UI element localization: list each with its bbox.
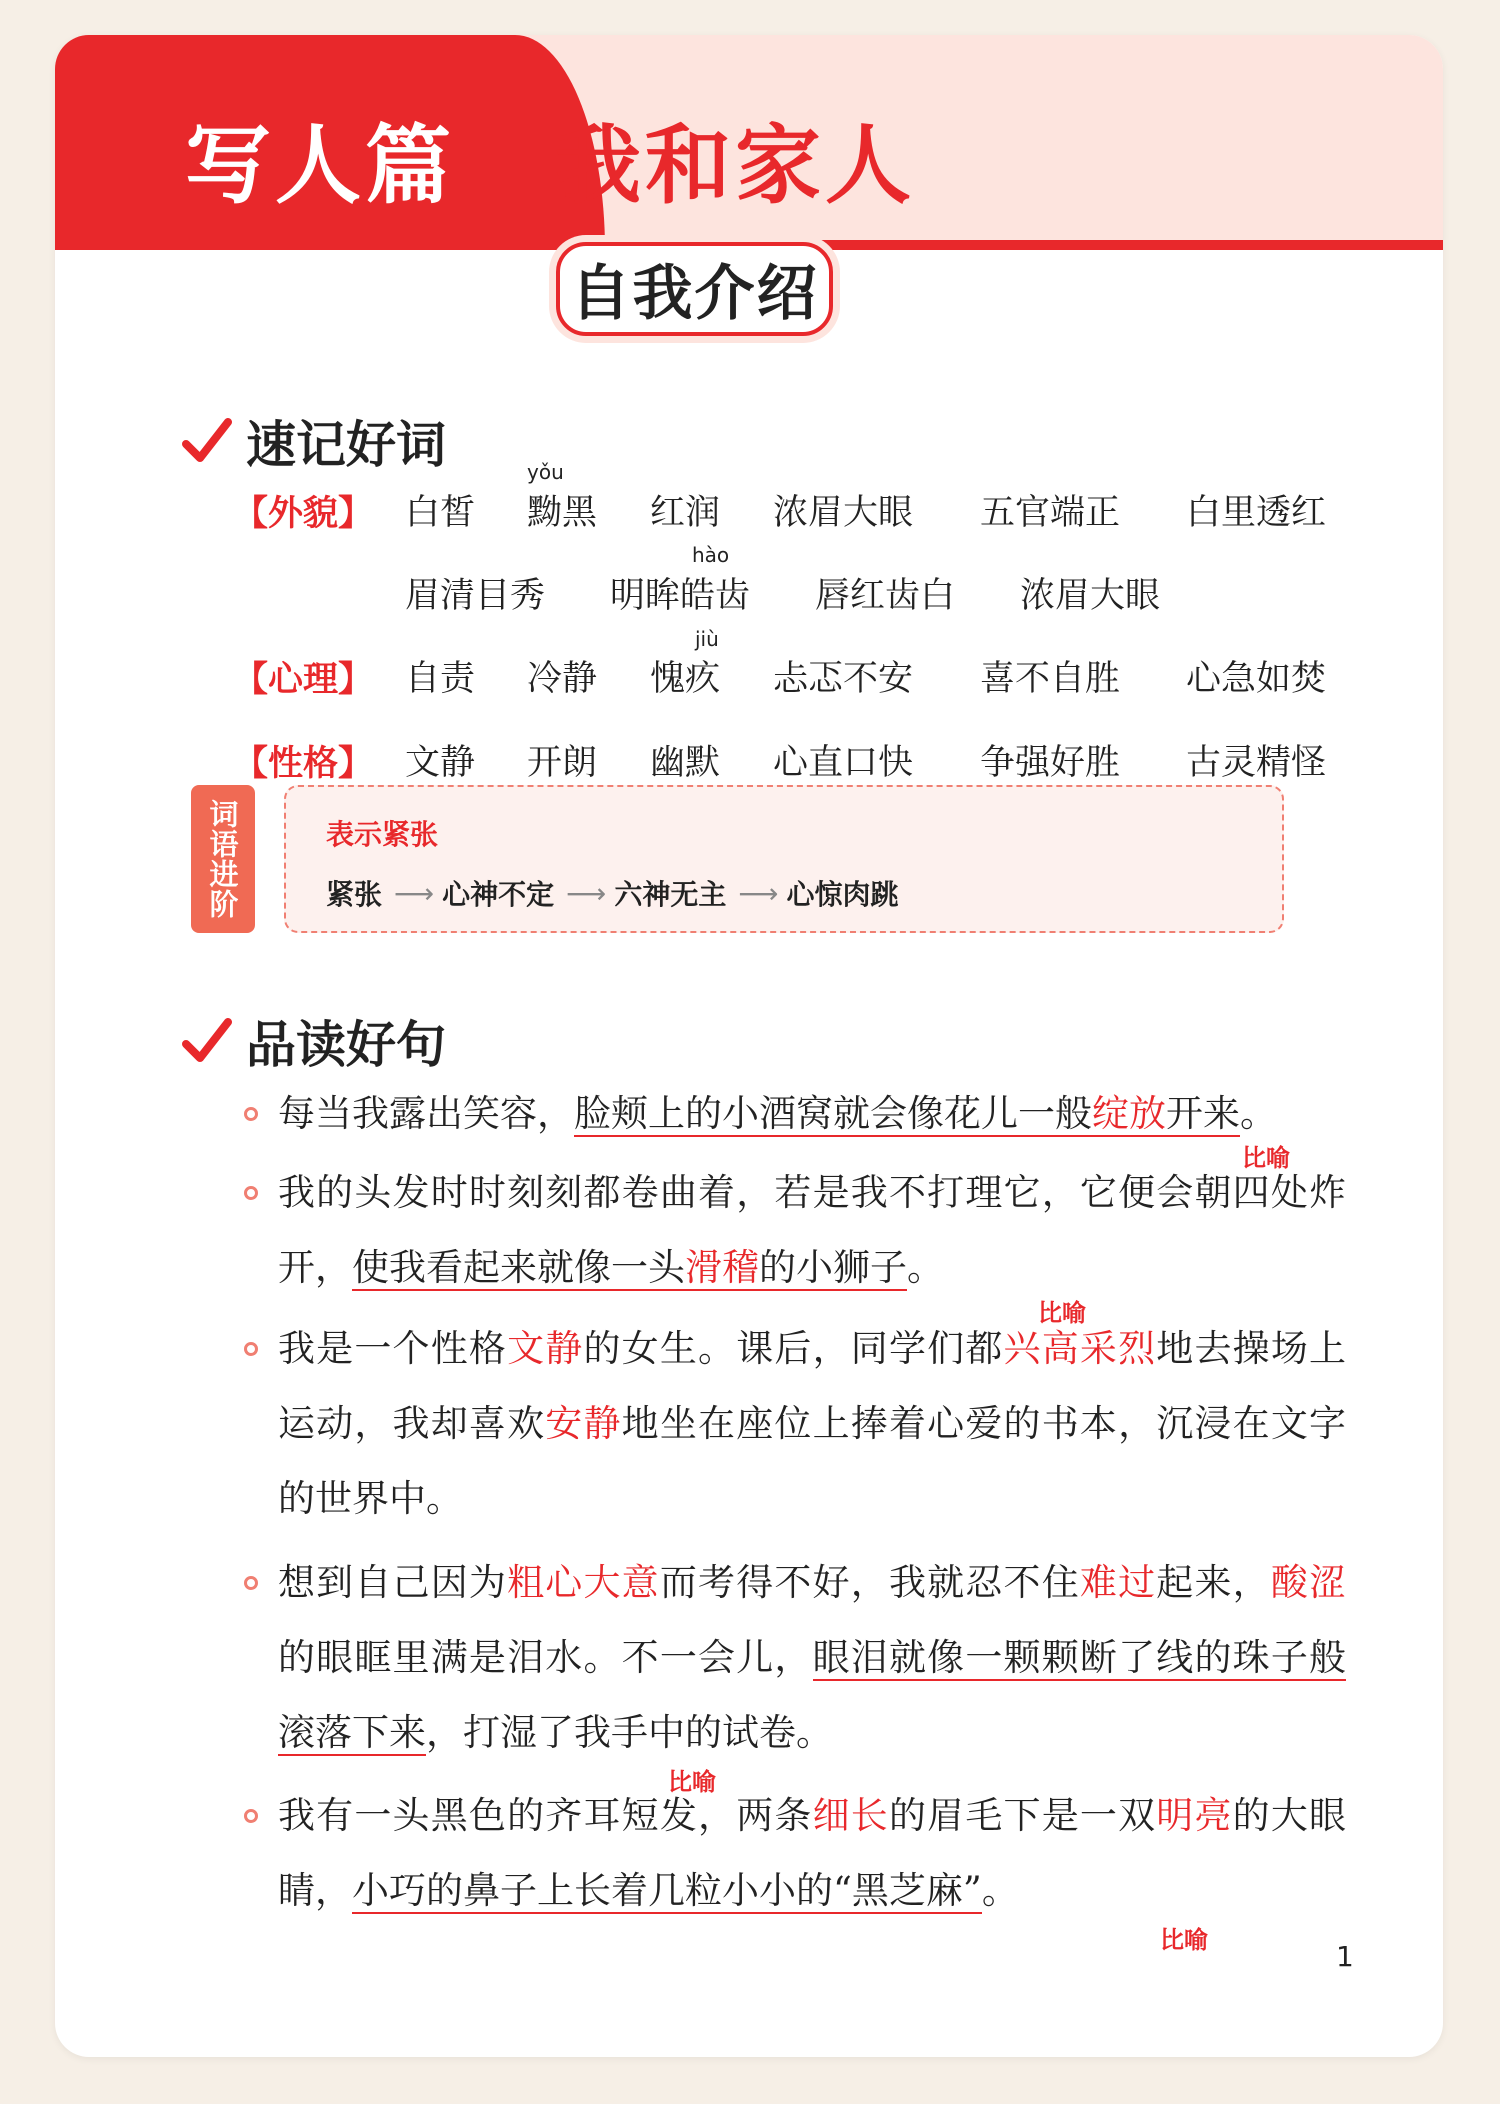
simile-underline: 眼泪就像一颗颗断了线的珠子般滚落下来: [278, 1636, 1347, 1754]
sentence-5: 我有一头黑色的齐耳短发，两条细长的眉毛下是一双明亮的大眼睛，小巧的鼻子上长着几粒小小的“黑芝麻”。: [278, 1794, 1347, 1912]
check-icon: [182, 1016, 232, 1066]
pinyin-annotation: jiù: [695, 627, 719, 651]
word-item: 心直口快: [773, 743, 914, 783]
word-item: 唇红齿白: [815, 576, 956, 616]
pinyin-annotation: yǒu: [527, 460, 564, 484]
bullet-icon: [244, 1809, 258, 1823]
words-heading-text: 速记好词: [246, 416, 446, 474]
bullet-icon: [244, 1342, 258, 1356]
bullet-icon: [244, 1576, 258, 1590]
advance-box: [284, 785, 1284, 933]
highlight-word: 绽放: [1092, 1092, 1166, 1135]
arrow-right-icon: ⟶: [738, 876, 775, 910]
word-item: 浓眉大眼: [1020, 576, 1161, 616]
words-section-heading: [182, 405, 446, 477]
word-item: 白里透红: [1186, 493, 1327, 533]
advance-chain: [326, 873, 898, 913]
page-title-box: [556, 242, 833, 336]
word-item: 黝黑: [527, 493, 598, 533]
simile-underline: 使我看起来就像一头滑稽的小狮子: [352, 1246, 907, 1289]
word-item: 争强好胜: [980, 743, 1121, 783]
sentences-section-heading: [182, 1005, 446, 1077]
word-item: 愧疚: [650, 659, 721, 699]
word-item: 心急如焚: [1186, 659, 1327, 699]
category-label-personality: 【性格】: [233, 744, 374, 784]
highlight-word: 文静: [507, 1327, 584, 1370]
bullet-icon: [244, 1107, 258, 1121]
page-number: 1: [1336, 1940, 1354, 1973]
sentence-3: 我是一个性格文静的女生。课后，同学们都兴高采烈地去操场上运动，我却喜欢安静地坐在座位上捧着心爱的书本，沉浸在文字的世界中。: [278, 1327, 1347, 1520]
check-icon: [182, 416, 232, 466]
advance-title: 表示紧张: [326, 818, 439, 851]
header-category: 写人篇: [185, 116, 455, 216]
chain-word: 心神不定: [442, 878, 555, 911]
word-item: 开朗: [527, 743, 598, 783]
word-item: 文静: [405, 743, 476, 783]
sentence-4: 想到自己因为粗心大意而考得不好，我就忍不住难过起来，酸涩的眼眶里满是泪水。不一会儿，眼泪就像一颗颗断了线的珠子般滚落下来，打湿了我手中的试卷。: [278, 1561, 1347, 1754]
sentences-heading-text: 品读好句: [246, 1016, 446, 1074]
highlight-word: 滑稽: [685, 1246, 759, 1289]
word-item: 忐忑不安: [773, 659, 914, 699]
highlight-word: 粗心大意: [507, 1561, 660, 1604]
advance-tag: [191, 785, 255, 933]
chain-word: 六神无主: [614, 878, 727, 911]
simile-underline: 小巧的鼻子上长着几粒小小的“黑芝麻”: [352, 1869, 982, 1912]
highlight-word: 酸涩: [1270, 1561, 1347, 1604]
bullet-icon: [244, 1186, 258, 1200]
simile-note: 比喻: [1242, 1144, 1290, 1172]
word-item: 五官端正: [980, 493, 1121, 533]
advance-tag-text: 词语进阶: [205, 799, 240, 919]
word-item: 红润: [650, 493, 721, 533]
highlight-word: 明亮: [1156, 1794, 1233, 1837]
highlight-word: 安静: [545, 1402, 622, 1445]
chain-word: 紧张: [326, 878, 383, 911]
simile-note: 比喻: [1160, 1926, 1208, 1954]
word-item: 眉清目秀: [405, 576, 546, 616]
word-item: 浓眉大眼: [773, 493, 914, 533]
highlight-word: 兴高采烈: [1003, 1327, 1157, 1370]
header-theme: 我和家人: [555, 116, 915, 216]
pinyin-annotation: hào: [692, 543, 730, 567]
header-banner: [55, 35, 1443, 250]
word-item: 古灵精怪: [1186, 743, 1327, 783]
word-item: 喜不自胜: [980, 659, 1121, 699]
simile-underline: 脸颊上的小酒窝就会像花儿一般绽放开来: [574, 1092, 1240, 1135]
word-item: 自责: [405, 659, 476, 699]
chain-word: 心惊肉跳: [786, 878, 899, 911]
word-item: 幽默: [650, 743, 721, 783]
simile-note: 比喻: [1038, 1299, 1086, 1327]
category-label-psychology: 【心理】: [233, 660, 374, 700]
page-title: 自我介绍: [570, 259, 819, 329]
word-item: 白皙: [405, 493, 476, 533]
sentence-1: 每当我露出笑容，脸颊上的小酒窝就会像花儿一般绽放开来。: [278, 1092, 1277, 1135]
word-item: 冷静: [527, 659, 598, 699]
highlight-word: 难过: [1079, 1561, 1157, 1604]
simile-note: 比喻: [668, 1768, 716, 1796]
category-label-appearance: 【外貌】: [233, 494, 374, 534]
arrow-right-icon: ⟶: [566, 876, 603, 910]
word-item: 明眸皓齿: [610, 576, 751, 616]
sentence-2: 我的头发时时刻刻都卷曲着，若是我不打理它，它便会朝四处炸开，使我看起来就像一头滑稽的小狮子。: [278, 1171, 1346, 1289]
arrow-right-icon: ⟶: [394, 876, 431, 910]
highlight-word: 细长: [812, 1794, 889, 1837]
